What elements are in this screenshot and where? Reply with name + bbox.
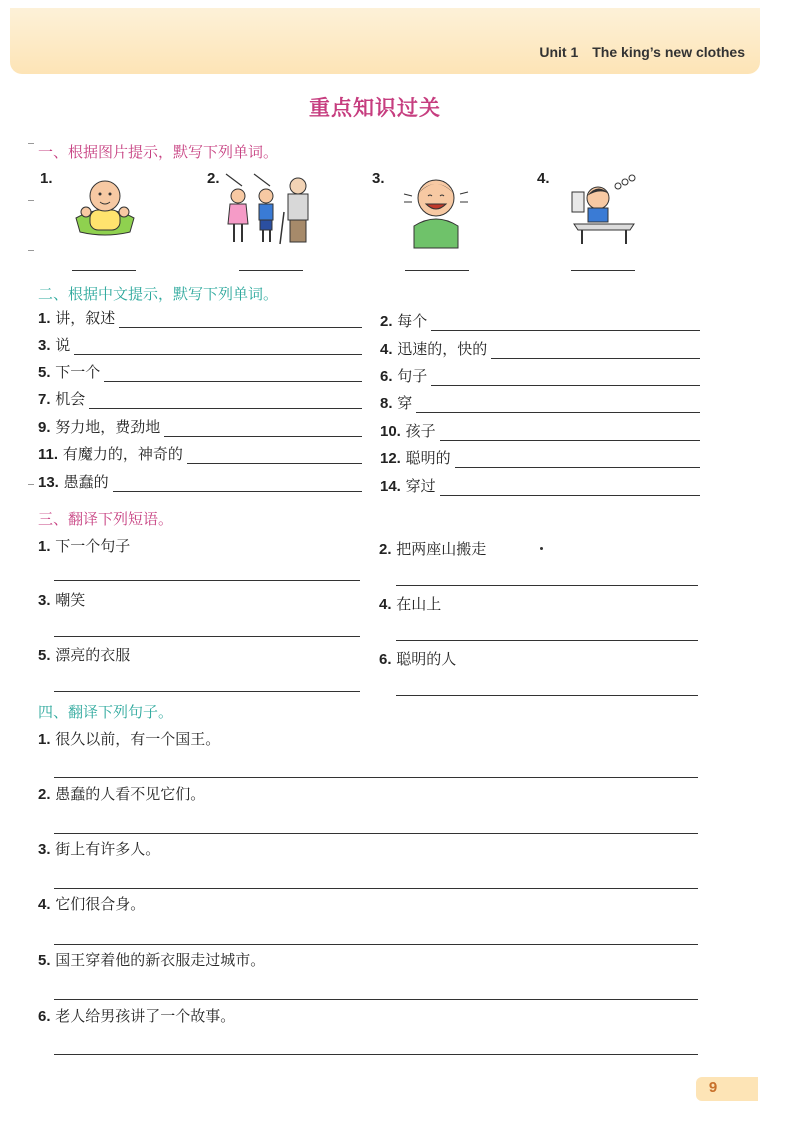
answer-line[interactable] xyxy=(440,481,700,496)
word-item xyxy=(38,362,362,382)
sentence-item xyxy=(38,783,205,804)
answer-line[interactable] xyxy=(54,999,698,1000)
phrase-item xyxy=(379,538,486,559)
answer-line[interactable] xyxy=(455,453,700,468)
word-item xyxy=(380,476,700,496)
item-number: 1. xyxy=(38,538,51,555)
item-number: 6. xyxy=(379,651,392,668)
item-number: 3. xyxy=(38,337,51,354)
item-text: 讲，叙述 xyxy=(55,309,116,327)
answer-line[interactable] xyxy=(119,313,362,328)
answer-line[interactable] xyxy=(405,270,469,271)
phrase-item xyxy=(379,593,441,614)
answer-line[interactable] xyxy=(187,449,362,464)
item-number: 5. xyxy=(38,952,51,969)
item-number: 7. xyxy=(38,391,51,408)
item-number: 1. xyxy=(38,731,51,748)
answer-line[interactable] xyxy=(396,585,698,586)
item-text: 它们很合身。 xyxy=(55,895,146,913)
sentence-item xyxy=(38,728,220,749)
answer-line[interactable] xyxy=(416,398,700,413)
item-text: 下一个 xyxy=(55,363,101,381)
item-number: 2. xyxy=(379,541,392,558)
answer-line[interactable] xyxy=(431,316,700,331)
phrase-item xyxy=(379,648,456,669)
answer-line[interactable] xyxy=(89,394,362,409)
laughing-boy-icon xyxy=(400,172,472,250)
word-item xyxy=(38,389,362,409)
item-text: 漂亮的衣服 xyxy=(55,646,131,664)
word-item xyxy=(380,366,700,386)
item-number: 12. xyxy=(380,450,401,467)
answer-line[interactable] xyxy=(54,1054,698,1055)
unit-label: Unit 1 xyxy=(539,44,579,60)
ink-dot xyxy=(540,547,543,550)
answer-line[interactable] xyxy=(54,944,698,945)
item-text: 在山上 xyxy=(396,595,442,613)
answer-line[interactable] xyxy=(54,833,698,834)
people-walking-icon xyxy=(220,172,316,246)
item-text: 聪明的人 xyxy=(396,650,457,668)
picture-number: 2. xyxy=(207,170,220,187)
answer-line[interactable] xyxy=(113,477,362,492)
sentence-item xyxy=(38,838,160,859)
answer-line[interactable] xyxy=(440,426,700,441)
answer-line[interactable] xyxy=(396,695,698,696)
word-item xyxy=(380,421,700,441)
item-number: 6. xyxy=(380,368,393,385)
item-text: 努力地，费劲地 xyxy=(55,418,161,436)
answer-line[interactable] xyxy=(571,270,635,271)
section2-heading: 二、根据中文提示，默写下列单词。 xyxy=(38,285,279,303)
item-number: 5. xyxy=(38,364,51,381)
baby-icon xyxy=(72,172,138,240)
item-number: 11. xyxy=(38,446,59,463)
answer-line[interactable] xyxy=(491,344,700,359)
margin-mark xyxy=(28,250,34,251)
word-item xyxy=(38,308,362,328)
item-number: 3. xyxy=(38,592,51,609)
item-text: 孩子 xyxy=(405,422,436,440)
answer-line[interactable] xyxy=(74,340,362,355)
phrase-item xyxy=(38,535,130,556)
item-number: 13. xyxy=(38,474,59,491)
item-number: 10. xyxy=(380,423,401,440)
margin-mark xyxy=(28,200,34,201)
item-text: 愚蠢的人看不见它们。 xyxy=(55,785,206,803)
item-text: 很久以前，有一个国王。 xyxy=(55,730,221,748)
margin-mark xyxy=(28,143,34,144)
item-number: 5. xyxy=(38,647,51,664)
answer-line[interactable] xyxy=(431,371,700,386)
picture-number: 1. xyxy=(40,170,53,187)
item-text: 聪明的 xyxy=(405,449,451,467)
item-text: 国王穿着他的新衣服走过城市。 xyxy=(55,951,266,969)
item-text: 说 xyxy=(55,336,71,354)
word-item xyxy=(38,444,362,464)
word-item xyxy=(38,472,362,492)
answer-line[interactable] xyxy=(104,367,362,382)
item-number: 6. xyxy=(38,1008,51,1025)
item-text: 每个 xyxy=(397,312,428,330)
item-text: 迅速的，快的 xyxy=(397,340,488,358)
word-item xyxy=(380,393,700,413)
section3-heading: 三、翻译下列短语。 xyxy=(38,510,174,528)
item-number: 4. xyxy=(38,896,51,913)
sentence-item xyxy=(38,949,265,970)
phrase-item xyxy=(38,589,85,610)
word-item xyxy=(380,448,700,468)
item-number: 9. xyxy=(38,419,51,436)
word-item xyxy=(38,335,362,355)
answer-line[interactable] xyxy=(54,636,360,637)
item-text: 穿过 xyxy=(405,477,436,495)
item-text: 愚蠢的 xyxy=(63,473,109,491)
item-text: 下一个句子 xyxy=(55,537,131,555)
margin-mark xyxy=(28,484,34,485)
answer-line[interactable] xyxy=(72,270,136,271)
section4-heading: 四、翻译下列句子。 xyxy=(38,703,174,721)
answer-line[interactable] xyxy=(239,270,303,271)
item-text: 嘲笑 xyxy=(55,591,86,609)
item-text: 有魔力的，神奇的 xyxy=(62,445,183,463)
sentence-item xyxy=(38,893,145,914)
item-number: 14. xyxy=(380,478,401,495)
thinking-boy-icon xyxy=(568,172,638,246)
item-number: 8. xyxy=(380,395,393,412)
unit-title: The king’s new clothes xyxy=(592,44,745,60)
page-number: 9 xyxy=(708,1079,718,1096)
item-text: 把两座山搬走 xyxy=(396,540,487,558)
item-number: 1. xyxy=(38,310,51,327)
item-text: 街上有许多人。 xyxy=(55,840,161,858)
item-text: 句子 xyxy=(397,367,428,385)
answer-line[interactable] xyxy=(54,777,698,778)
word-item xyxy=(380,339,700,359)
phrase-item xyxy=(38,644,130,665)
picture-number: 4. xyxy=(537,170,550,187)
header-banner xyxy=(10,8,760,74)
page-number-tab xyxy=(696,1077,758,1101)
sentence-item xyxy=(38,1005,235,1026)
item-number: 4. xyxy=(380,341,393,358)
answer-line[interactable] xyxy=(54,691,360,692)
page-title: 重点知识过关 xyxy=(309,96,441,120)
answer-line[interactable] xyxy=(396,640,698,641)
item-text: 老人给男孩讲了一个故事。 xyxy=(55,1007,236,1025)
unit-header xyxy=(539,44,745,60)
section1-heading: 一、根据图片提示，默写下列单词。 xyxy=(38,143,279,161)
item-number: 2. xyxy=(38,786,51,803)
answer-line[interactable] xyxy=(54,888,698,889)
item-text: 穿 xyxy=(397,394,413,412)
answer-line[interactable] xyxy=(164,422,362,437)
item-number: 2. xyxy=(380,313,393,330)
word-item xyxy=(38,417,362,437)
word-item xyxy=(380,311,700,331)
item-number: 3. xyxy=(38,841,51,858)
picture-number: 3. xyxy=(372,170,385,187)
answer-line[interactable] xyxy=(54,580,360,581)
item-number: 4. xyxy=(379,596,392,613)
item-text: 机会 xyxy=(55,390,86,408)
